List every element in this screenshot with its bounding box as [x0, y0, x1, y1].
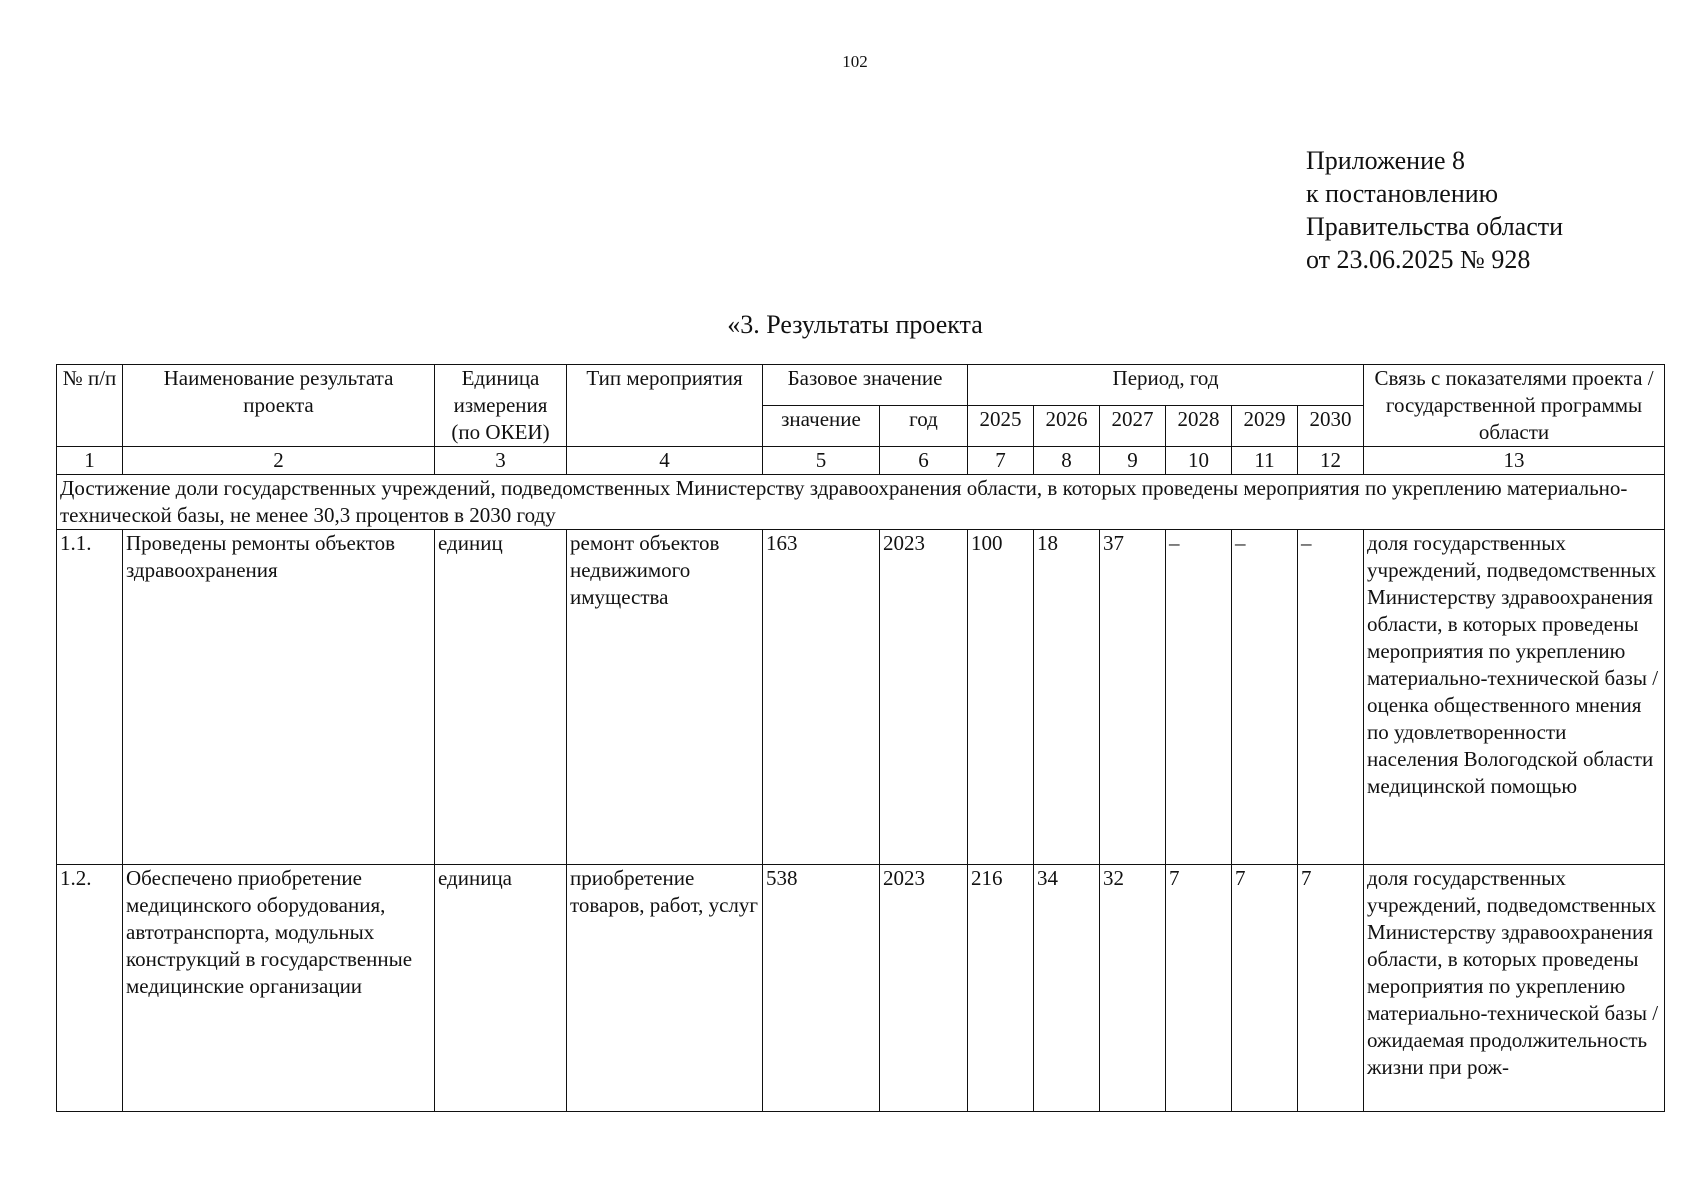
row-type: приобретение товаров, работ, услуг — [567, 865, 763, 1112]
column-number: 2 — [123, 447, 435, 475]
row-name: Обеспечено приобретение медицинского оборудования, автотранспорта, модульных конструкций в государственные медицинские организации — [123, 865, 435, 1112]
header-num: № п/п — [57, 365, 123, 447]
row-value-2030: 7 — [1298, 865, 1364, 1112]
appendix-line: Приложение 8 — [1306, 146, 1466, 175]
header-unit: Единица измерения (по ОКЕИ) — [435, 365, 567, 447]
header-link: Связь с показателями проекта / государственной программы области — [1364, 365, 1665, 447]
row-value-2026: 18 — [1034, 530, 1100, 865]
column-number: 5 — [763, 447, 880, 475]
header-base: Базовое значение — [763, 365, 968, 406]
section-title: Достижение доли государственных учреждений, подведомственных Министерству здравоохранения области, в которых проведены мероприятия по укреплению материально-технической базы, не менее 30,3 процентов в 2030 году — [57, 475, 1665, 530]
header-type: Тип мероприятия — [567, 365, 763, 447]
row-value-2027: 37 — [1100, 530, 1166, 865]
row-base-year: 2023 — [880, 865, 968, 1112]
row-num: 1.1. — [57, 530, 123, 865]
header-year: 2029 — [1232, 406, 1298, 447]
header-year: 2028 — [1166, 406, 1232, 447]
column-number: 4 — [567, 447, 763, 475]
row-unit: единиц — [435, 530, 567, 865]
row-value-2025: 100 — [968, 530, 1034, 865]
header-base-year: год — [880, 406, 968, 447]
appendix-line: от 23.06.2025 № 928 — [1306, 245, 1531, 274]
header-base-value: значение — [763, 406, 880, 447]
header-year: 2025 — [968, 406, 1034, 447]
appendix-line: к постановлению — [1306, 179, 1499, 208]
column-number: 13 — [1364, 447, 1665, 475]
row-value-2029: 7 — [1232, 865, 1298, 1112]
column-number: 3 — [435, 447, 567, 475]
row-link: доля государственных учреждений, подведомственных Министерству здравоохранения области, в которых проведены мероприятия по укреплению материально-технической базы / оценка общественного мнения по удовлетворенности населения Вологодской области медицинской помощью — [1364, 530, 1665, 865]
document-title: «3. Результаты проекта — [727, 310, 983, 339]
page-number: 102 — [842, 52, 868, 71]
appendix-block — [1306, 144, 1563, 276]
column-number: 1 — [57, 447, 123, 475]
column-number: 8 — [1034, 447, 1100, 475]
row-value-2030: – — [1298, 530, 1364, 865]
column-number: 12 — [1298, 447, 1364, 475]
row-value-2025: 216 — [968, 865, 1034, 1112]
row-value-2029: – — [1232, 530, 1298, 865]
row-unit: единица — [435, 865, 567, 1112]
appendix-line: Правительства области — [1306, 212, 1564, 241]
row-value-2026: 34 — [1034, 865, 1100, 1112]
column-number-row — [57, 447, 1665, 475]
row-value-2028: – — [1166, 530, 1232, 865]
table-row — [57, 530, 1665, 865]
row-num: 1.2. — [57, 865, 123, 1112]
header-year: 2030 — [1298, 406, 1364, 447]
column-number: 11 — [1232, 447, 1298, 475]
row-base-value: 163 — [763, 530, 880, 865]
header-period: Период, год — [968, 365, 1364, 406]
header-name: Наименование результата проекта — [123, 365, 435, 447]
row-base-year: 2023 — [880, 530, 968, 865]
header-row — [57, 365, 1665, 406]
table-row — [57, 865, 1665, 1112]
column-number: 6 — [880, 447, 968, 475]
row-name: Проведены ремонты объектов здравоохранения — [123, 530, 435, 865]
header-year: 2026 — [1034, 406, 1100, 447]
row-type: ремонт объектов недвижимого имущества — [567, 530, 763, 865]
row-value-2028: 7 — [1166, 865, 1232, 1112]
column-number: 10 — [1166, 447, 1232, 475]
row-link: доля государственных учреждений, подведомственных Министерству здравоохранения области, в которых проведены мероприятия по укреплению материально-технической базы / ожидаемая продолжительность жизни при рож- — [1364, 865, 1665, 1112]
column-number: 9 — [1100, 447, 1166, 475]
results-table — [56, 364, 1665, 1112]
column-number: 7 — [968, 447, 1034, 475]
section-row — [57, 475, 1665, 530]
row-value-2027: 32 — [1100, 865, 1166, 1112]
header-year: 2027 — [1100, 406, 1166, 447]
row-base-value: 538 — [763, 865, 880, 1112]
